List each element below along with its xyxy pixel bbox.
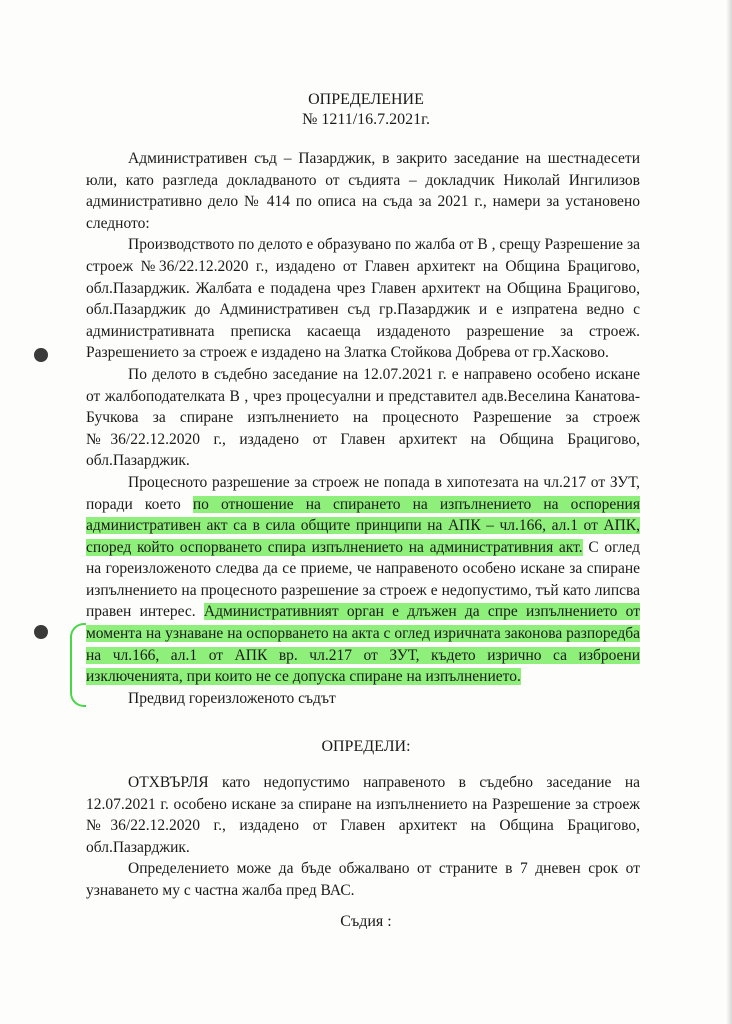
- decision-body: [86, 772, 640, 902]
- punch-hole-icon: [34, 625, 48, 639]
- highlighted-text: Административният орган е длъжен да спре изпълнението от момента на узнаване на оспорването на акта с оглед изричната законова разпоредба на чл.166, ал.1 от АПК вр. чл.217 от ЗУТ, където изрично са изброени изключенията, при които не се допуска спиране на изпълнението.: [86, 603, 640, 686]
- document-title: ОПРЕДЕЛЕНИЕ: [308, 91, 424, 108]
- highlighted-text: по отношение на спирането на изпълнението на оспорения административен акт са в сила общите принципи на АПК – чл.166, ал.1 от АПК, според който оспорването спира изпълнението на административния акт.: [86, 495, 640, 556]
- margin-bracket-mark: [70, 623, 86, 707]
- decision-heading: ОПРЕДЕЛИ:: [321, 738, 411, 755]
- paragraph-intro: Административен съд – Пазарджик, в закрито заседание на шестнадесети юли, като разгледа докладваното от съдията – докладчик Николай Ингилизов административно дело № 414 по описа на съда за 2021 г., намери за установено следното:: [86, 150, 640, 232]
- page-edge-shadow: [726, 0, 732, 1024]
- reasoning-text: Процесното разрешение за строеж не попада в хипотезата на чл.217 от ЗУТ, поради което: [86, 473, 640, 513]
- paragraph-proceedings: Производството по делото е образувано по жалба от В , срещу Разрешение за строеж №36/22.12.2020 г., издадено от Главен архитект на Община Брацигово, обл.Пазарджик. Жалбата е подадена чрез Главен архитект на Община Брацигово, обл.Пазарджик до Административен съд гр.Пазарджик и е изпратена ведно с административната преписка касаеща издаденото разрешение за строеж. Разрешението за строеж е издадено на Златка Стойкова Добрева от гр.Хасково.: [86, 236, 640, 362]
- judge-signature-label: Съдия :: [340, 913, 392, 930]
- document-number: № 1211/16.7.2021г.: [302, 111, 430, 128]
- paragraph-request: По делото в съдебно заседание на 12.07.2021 г. е направено особено искане от жалбоподателката В , чрез процесуални и представител адв.Веселина Канатова-Бучкова за спиране изпълнението на процесното Разрешение за строеж №36/22.12.2020 г., издадено от Главен архитект на Община Брацигово, обл.Пазарджик.: [86, 365, 640, 470]
- paragraph-reasoning: [86, 472, 640, 688]
- document-body: [86, 148, 640, 709]
- paragraph-ruling: ОТХВЪРЛЯ като недопустимо направеното в съдебно заседание на 12.07.2021 г. особено искане за спиране на изпълнението на Разрешение за строеж №36/22.12.2020 г., издадено от Главен архитект на Община Брацигово, обл.Пазарджик.: [86, 774, 640, 856]
- paragraph-appeal: Определението може да бъде обжалвано от страните в 7 дневен срок от узнаването му с частна жалба пред ВАС.: [86, 860, 640, 899]
- reasoning-text: С оглед на гореизложеното следва да се приеме, че направеното особено искане за спиране изпълнението на процесното разрешение за строеж е недопустимо, тъй като липсва правен интерес.: [86, 538, 640, 621]
- paragraph-conclusion: Предвид гореизложеното съдът: [128, 689, 336, 707]
- punch-hole-icon: [34, 348, 48, 362]
